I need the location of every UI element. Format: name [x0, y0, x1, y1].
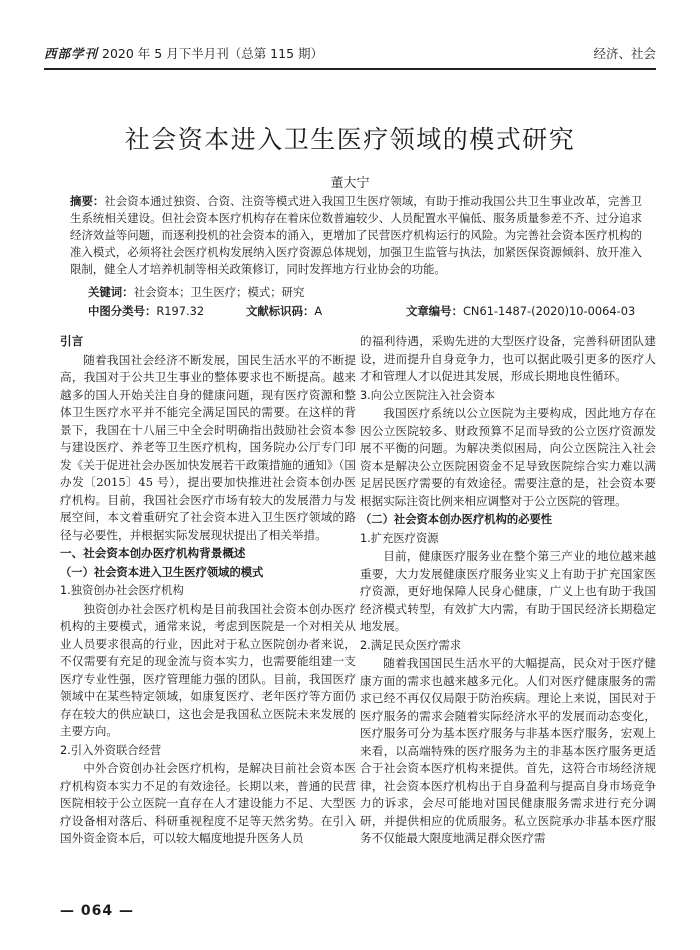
intro-heading: 引言: [60, 334, 84, 348]
item-heading: 3.向公立医院注入社会资本: [360, 388, 496, 402]
article-meta: [88, 303, 648, 319]
page-number: — 064 —: [60, 903, 134, 919]
body-paragraph: 目前，健康医疗服务业在整个第三产业的地位越来越重要，大力发展健康医疗服务业实义上有助于扩充国家医疗资源，更好地保障人民身心健康，广义上也有助于我国经济模式转型，有效扩大内需，有助于国民经济长期稳定地发展。: [360, 549, 656, 633]
article-no-field: [406, 303, 635, 319]
doc-code-field: [246, 303, 322, 319]
subsection-heading: （二）社会资本创办医疗机构的必要性: [360, 513, 553, 526]
body-paragraph: 我国医疗系统以公立医院为主要构成，因此地方存在因公立医院较多、财政预算不足而导致的公立医疗资源发展不平衡的问题。为解决类似困局，向公立医院注入社会资本是解决公立医院困资金不足导致医院综合实力难以满足居民医疗需要的有效途径。需要注意的是，社会资本要根据实际注资比例来相应调整对于公立医院的管理。: [360, 406, 656, 508]
body-paragraph: 随着我国国民生活水平的大幅提高，民众对于医疗健康方面的需求也越来越多元化。人们对医疗健康服务的需求已经不再仅仅局限于防治疾病。理论上来说，国民对于医疗服务的需求会随着实际经济水平的发展而动态变化，医疗服务可分为基本医疗服务与非基本医疗服务，宏观上来看，以高端特殊的医疗服务为主的非基本医疗服务更适合于社会资本医疗机构来提供。首先，这符合市场经济规律，社会资本医疗机构出于自身盈利与提高自身市场竞争力的诉求，会尽可能地对国民健康服务需求进行充分调研，并提供相应的优质服务。私立医院承办非基本医疗服务不仅能最大限度地满足群众医疗需: [360, 656, 656, 845]
author-name: 董大宁: [330, 176, 370, 191]
clc-value: R197.32: [156, 304, 205, 318]
header-rule: [44, 68, 656, 70]
keywords: [88, 284, 638, 300]
section-heading: 一、社会资本创办医疗机构背景概述: [60, 546, 246, 560]
clc-field: [88, 303, 204, 319]
section-label: 经济、社会: [593, 46, 656, 61]
body-column-left: [60, 333, 356, 849]
doc-code-value: A: [314, 304, 323, 318]
body-paragraph: 中外合资创办社会医疗机构，是解决目前社会资本医疗机构资本实力不足的有效途径。长期以来，普通的民营医院相较于公立医院一直存在人才建设能力不足、大型医疗设备相对落后、科研重视程度不足等天然劣势。在引入国外资金资本后，可以较大幅度地提升医务人员: [60, 761, 356, 845]
article-no-label: 文章编号：: [406, 304, 463, 318]
subsection-heading: （一）社会资本进入卫生医疗领域的模式: [60, 565, 264, 579]
abstract: [70, 193, 642, 278]
body-column-right: [360, 333, 656, 849]
item-heading: 1.独资创办社会医疗机构: [60, 584, 184, 597]
doc-code-label: 文献标识码：: [246, 304, 315, 318]
item-heading: 1.扩充医疗资源: [360, 531, 439, 545]
abstract-label: 摘要：: [70, 194, 105, 208]
intro-paragraph: 随着我国社会经济不断发展，国民生活水平的不断提高，我国对于公共卫生事业的整体要求也不断提高。越来越多的国人开始关注自身的健康问题，现有医疗资源和整体卫生医疗水平并不能完全满足国民的需要。在这样的背景下，我国在十八届三中全会时明确指出鼓励社会资本参与建设医疗、养老等卫生医疗机构，国务院办公厅专门印发《关于促进社会办医加快发展若干政策措施的通知》（国办发〔2015〕45 号），提出要加快推进社会资本创办医疗机构。目前，我国社会医疗市场有较大的发展潜力与发展空间，本文着重研究了社会资本进入卫生医疗领域的路径与必要性，并根据实际发展现状提出了相关举措。: [60, 352, 356, 542]
clc-label: 中图分类号：: [88, 304, 157, 318]
journal-line: [44, 44, 323, 62]
item-heading: 2.满足民众医疗需求: [360, 638, 462, 652]
abstract-text: 社会资本通过独资、合资、注资等模式进入我国卫生医疗领域，有助于推动我国公共卫生事业改革，完善卫生系统相关建设。但社会资本医疗机构存在着床位数普遍较少、人员配置水平偏低、服务质量参差不齐、过分追求经济效益等问题，而逐利投机的社会资本的涌入，更增加了民营医疗机构运行的风险。为完善社会资本医疗机构的准入模式，必须将社会医疗机构发展纳入医疗资源总体规划，加强卫生监管与执法，加紧医保资源倾斜、放开准入限制，健全人才培养机制等相关政策修订，同时发挥地方行业协会的功能。: [70, 194, 642, 277]
keywords-label: 关键词：: [88, 285, 134, 299]
journal-name: 西部学刊: [44, 46, 99, 61]
item-heading: 2.引入外资联合经营: [60, 743, 162, 757]
running-header: [44, 30, 656, 64]
keywords-text: 社会资本；卫生医疗；模式；研究: [133, 285, 305, 299]
article-no-value: CN61-1487-(2020)10-0064-03: [462, 304, 636, 318]
body-paragraph: 独资创办社会医疗机构是目前我国社会资本创办医疗机构的主要模式，通常来说，考虑到医院是一个对相关从业人员要求很高的行业，因此对于私立医院创办者来说，不仅需要有充足的现金流与资本实力，也需要能组建一支医疗专业性强，医疗管理能力强的团队。目前，我国医疗领域中在某些特定领域，如康复医疗、老年医疗等方面仍存在较大的供应缺口，这也会是我国私立医院未来发展的主要方向。: [60, 601, 356, 738]
journal-issue: 2020 年 5 月下半月刊（总第 115 期）: [102, 46, 324, 61]
body-paragraph-continued: 的福利待遇，采购先进的大型医疗设备，完善科研团队建设，进而提升自身竞争力，也可以据此吸引更多的医疗人才和管理人才以促进其发展，形成长期地良性循环。: [360, 334, 656, 383]
article-title: 社会资本进入卫生医疗领域的模式研究: [124, 125, 576, 154]
